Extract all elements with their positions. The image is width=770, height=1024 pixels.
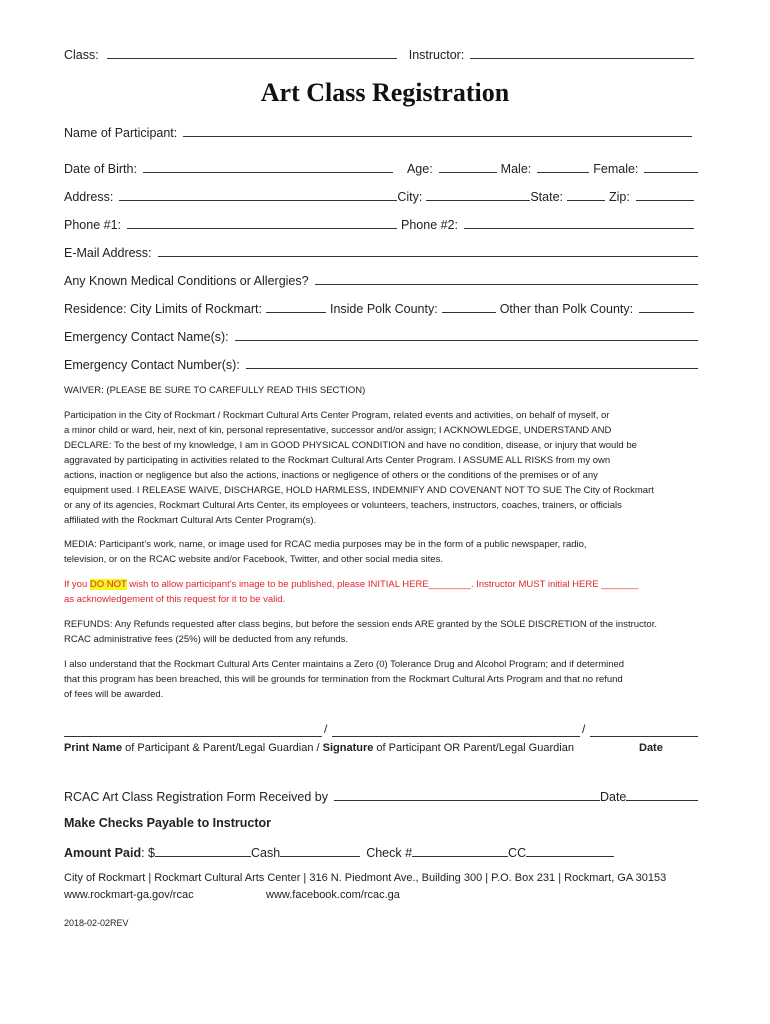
emergency-numbers-label: Emergency Contact Number(s): [64,358,240,372]
residence-row [64,300,694,316]
emergency-names-field[interactable] [235,328,698,341]
date-label: Date [639,742,663,754]
male-label: Male: [500,162,532,176]
drug-policy-text [64,657,694,702]
emergency-names-label: Emergency Contact Name(s): [64,330,229,344]
header-row [64,46,694,62]
check-field[interactable] [412,844,508,857]
participant-field[interactable] [183,124,692,137]
slash-divider: / [324,722,328,736]
received-row [64,788,698,804]
medical-field[interactable] [315,272,698,285]
phone2-field[interactable] [464,216,694,229]
cc-field[interactable] [526,844,614,857]
dob-row [64,160,698,176]
age-field[interactable] [439,160,497,173]
received-date-label: Date [599,790,627,804]
waiver-line: equipment used. I RELEASE WAIVE, DISCHARGE, HOLD HARMLESS, INDEMNIFY AND COVENANT NOT TO SUE The City of Rockmart [64,485,654,496]
phone-row [64,216,694,232]
class-label: Class: [64,48,99,62]
cash-field[interactable] [280,844,360,857]
emergency-numbers-field[interactable] [246,356,698,369]
cc-label: CC [508,846,527,860]
media-text [64,537,694,567]
signature-label: Signature [322,742,374,754]
zip-label: Zip: [609,190,630,204]
instructor-field[interactable] [470,46,694,59]
emergency-names-row [64,328,698,344]
email-row [64,244,698,260]
amount-dollar: : $ [141,846,155,860]
waiver-line: actions, inaction or negligence but also the actions, inactions or negligence of others or the conditions of the premises or of any [64,470,598,481]
received-by-field[interactable] [334,788,600,801]
phone1-field[interactable] [127,216,397,229]
page-title: Art Class Registration [260,78,510,107]
female-label: Female: [593,162,639,176]
slash-divider: / [582,722,586,736]
participant-label: Name of Participant: [64,126,178,140]
signature-labels: Print Name of Participant & Parent/Legal Guardian / Signature of Participant OR Parent/Legal Guardian Date [64,742,663,754]
payable-note: Make Checks Payable to Instructor [64,816,272,830]
revision-code: 2018-02-02REV [64,918,129,928]
amount-row [64,844,698,860]
date-field[interactable] [590,722,698,737]
residence-label: Residence: City Limits of Rockmart: [64,302,262,316]
waiver-line: affiliated with the Rockmart Cultural Arts Center Program(s). [64,515,317,526]
amount-field[interactable] [155,844,251,857]
zip-field[interactable] [636,188,694,201]
instructor-label: Instructor: [408,48,465,62]
age-label: Age: [406,162,433,176]
email-field[interactable] [158,244,698,257]
drug-line: of fees will be awarded. [64,689,164,700]
footer-website[interactable]: www.rockmart-ga.gov/rcac [64,889,194,901]
print-name-field[interactable] [64,722,322,737]
phone2-label: Phone #2: [401,218,458,232]
received-label: RCAC Art Class Registration Form Received by [64,790,328,804]
city-field[interactable] [426,188,530,201]
drug-line: I also understand that the Rockmart Cultural Arts Center maintains a Zero (0) Tolerance Drug and Alcohol Program; and if determined [64,659,625,670]
signature-lines [64,722,698,738]
refunds-text [64,617,704,647]
waiver-heading: WAIVER: (PLEASE BE SURE TO CAREFULLY READ THIS SECTION) [64,385,366,396]
address-row [64,188,694,204]
media-line: MEDIA: Participant’s work, name, or image used for RCAC media purposes may be in the form of a public newspaper, radio, [64,539,587,550]
inside-polk-field[interactable] [442,300,496,313]
waiver-line: aggravated by participating in activities related to the Rockmart Cultural Arts Center Program. I ASSUME ALL RISKS from my own [64,455,611,466]
waiver-line: or any of its agencies, Rockmart Cultural Arts Center, its employees or volunteers, teachers, instructors, coaches, trainers, or officials [64,500,622,511]
media-line: television, or on the RCAC website and/or Facebook, Twitter, and other social media sites. [64,554,443,565]
footer-facebook[interactable]: www.facebook.com/rcac.ga [266,889,400,901]
medical-row [64,272,698,288]
media-consent-notice [64,577,694,607]
amount-label: Amount Paid [64,846,142,860]
signature-field[interactable] [332,722,580,737]
waiver-line: Participation in the City of Rockmart / Rockmart Cultural Arts Center Program, related events and activities, on behalf of myself, or [64,410,610,421]
waiver-line: DECLARE: To the best of my knowledge, I am in GOOD PHYSICAL CONDITION and have no condition, disease, or injury that would be [64,440,637,451]
cash-label: Cash [251,846,281,860]
do-not-highlight: DO NOT [89,579,127,590]
media-consent-line2: as acknowledgement of this request for it to be valid. [64,594,286,605]
inside-polk-label: Inside Polk County: [329,302,438,316]
female-field[interactable] [644,160,698,173]
dob-label: Date of Birth: [64,162,137,176]
city-label: City: [397,190,423,204]
emergency-numbers-row [64,356,698,372]
dob-field[interactable] [143,160,393,173]
email-label: E-Mail Address: [64,246,152,260]
phone1-label: Phone #1: [64,218,121,232]
address-field[interactable] [119,188,397,201]
other-polk-label: Other than Polk County: [499,302,634,316]
received-date-field[interactable] [626,788,698,801]
drug-line: that this program has been breached, this will be grounds for termination from the Rockmart Cultural Arts Program and that no refund [64,674,623,685]
check-label: Check # [366,846,413,860]
media-consent-line: If you DO NOT wish to allow participant’s image to be published, please INITIAL HERE________. Instructor MUST initial HERE _______ [64,579,639,590]
print-name-label: Print Name [64,742,123,754]
address-label: Address: [64,190,114,204]
male-field[interactable] [537,160,589,173]
residence-city-field[interactable] [266,300,326,313]
state-field[interactable] [567,188,605,201]
state-label: State: [530,190,564,204]
participant-row [64,124,692,140]
waiver-text [64,408,694,528]
footer-address: City of Rockmart | Rockmart Cultural Arts Center | 316 N. Piedmont Ave., Building 300 | P.O. Box 231 | Rockmart, GA 30153 [64,872,667,884]
class-field[interactable] [107,46,397,59]
refunds-line: REFUNDS: Any Refunds requested after class begins, but before the session ends ARE granted by the SOLE DISCRETION of the instructor. [64,619,657,630]
medical-label: Any Known Medical Conditions or Allergies? [64,274,309,288]
refunds-line: RCAC administrative fees (25%) will be deducted from any refunds. [64,634,349,645]
waiver-line: a minor child or ward, heir, next of kin, personal representative, successor and/or assign; I ACKNOWLEDGE, UNDERSTAND AND [64,425,612,436]
other-polk-field[interactable] [639,300,694,313]
